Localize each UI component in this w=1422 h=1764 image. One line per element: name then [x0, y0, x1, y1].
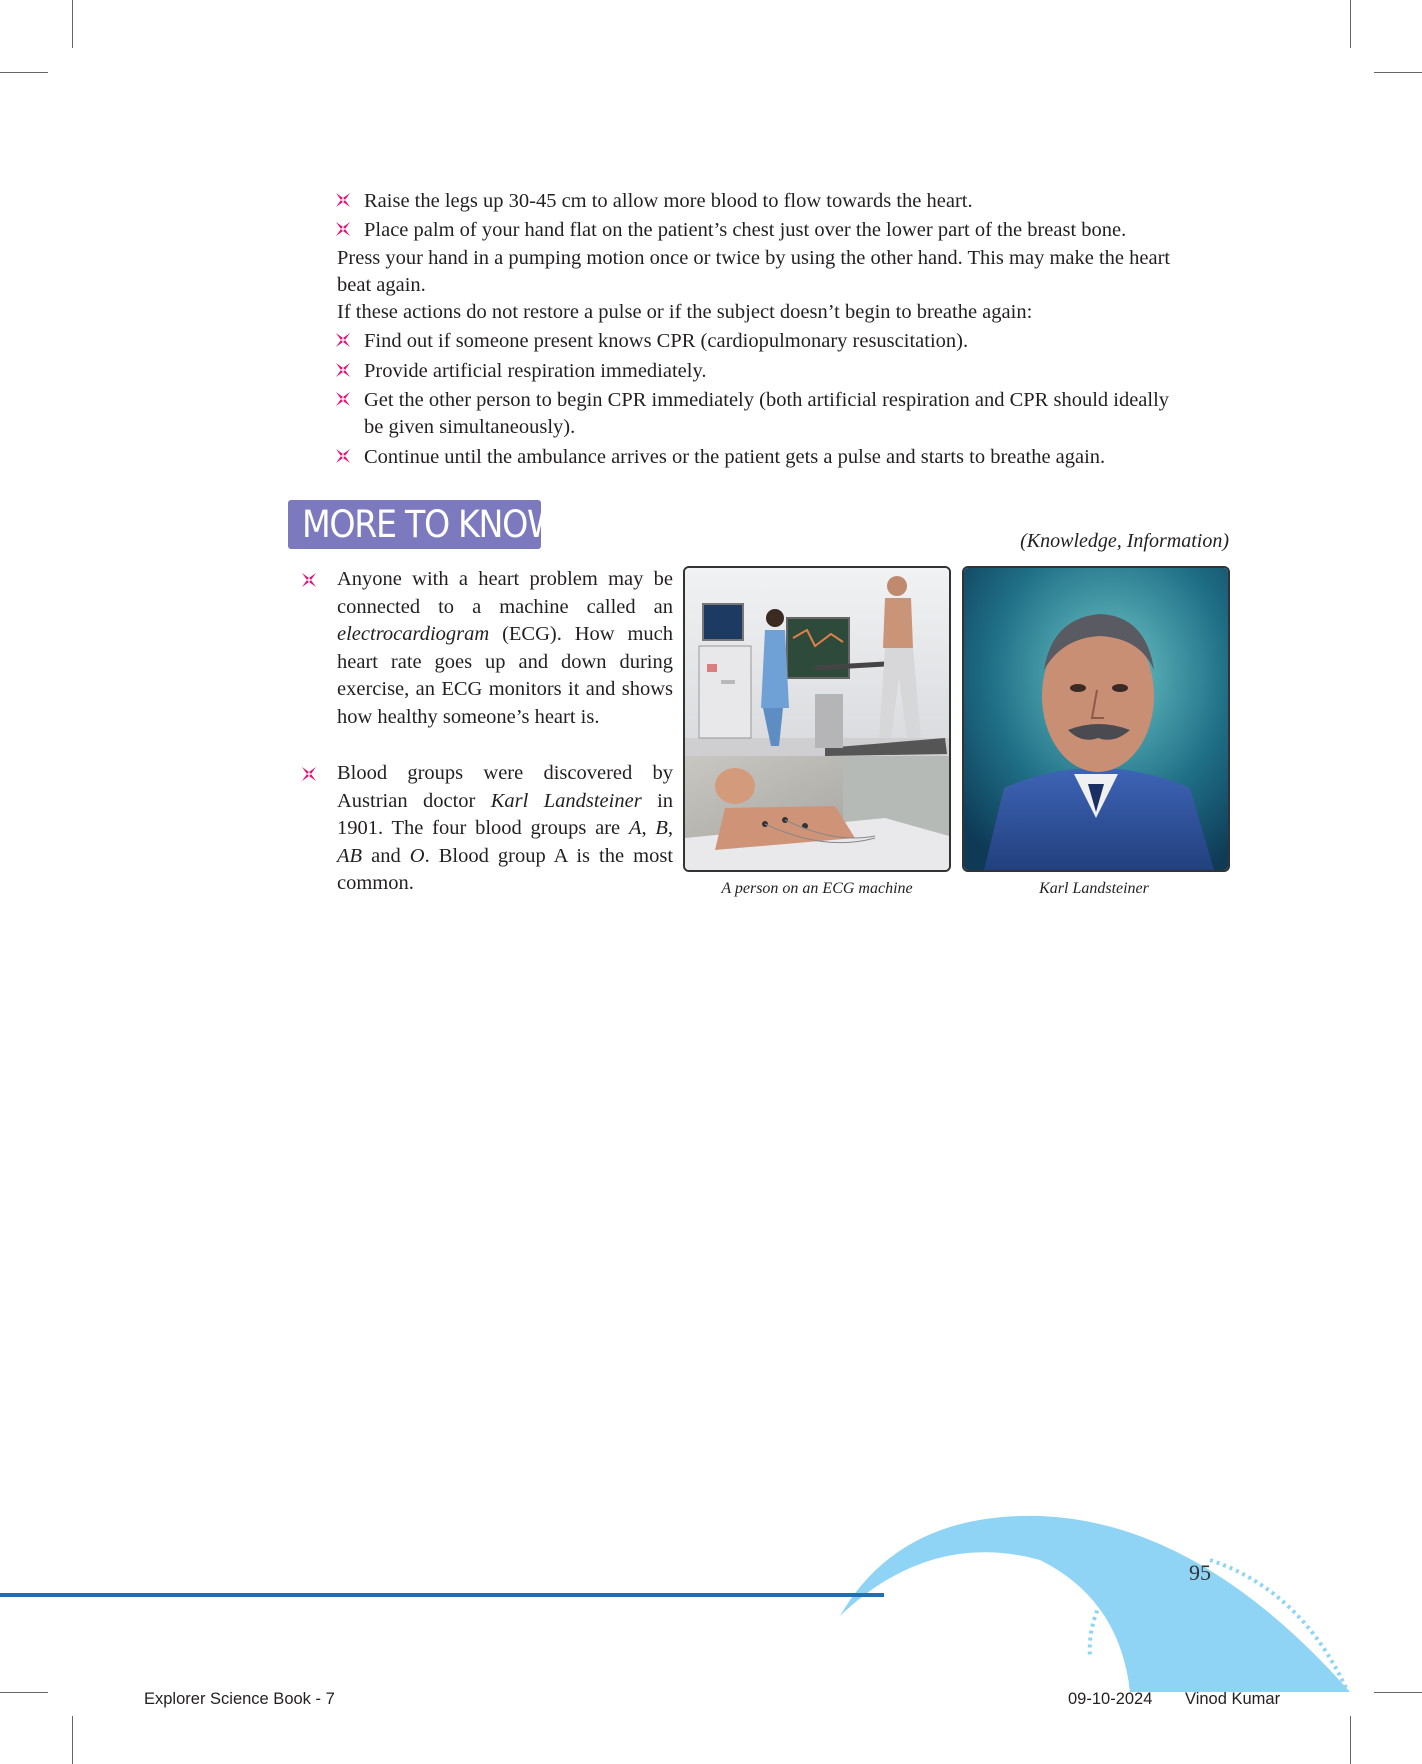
crop-mark [1374, 72, 1422, 73]
step-place-palm: Place palm of your hand flat on the patient’s chest just over the lower part of the breast bone. [364, 219, 1127, 241]
more-to-know-badge [288, 500, 559, 549]
ecg-caption: A person on an ECG machine [721, 880, 913, 897]
ecg-text: Anyone with a heart problem may be connected to a machine called an [337, 568, 673, 618]
footer-book: Explorer Science Book - 7 [144, 1690, 335, 1708]
crop-mark [72, 1716, 73, 1764]
more-to-know-title: MORE TO KNOW [302, 503, 559, 546]
crop-mark [72, 0, 73, 48]
ecg-term: electrocardiogram [337, 623, 490, 645]
separator: , [641, 817, 647, 839]
landsteiner-name: Karl Landsteiner [490, 789, 642, 812]
maltese-cross-icon [335, 391, 351, 407]
more-to-know-subtitle: (Knowledge, Information) [1020, 530, 1229, 552]
portrait-illustration [964, 568, 1228, 870]
press-line-cont: beat again. [337, 274, 426, 296]
crop-mark [0, 72, 48, 73]
maltese-cross-icon [301, 572, 317, 588]
dotted-arc [1090, 1604, 1100, 1658]
group-a: A [628, 817, 642, 839]
landsteiner-portrait [962, 566, 1230, 872]
group-b: B [655, 817, 668, 839]
ecg-point [337, 566, 673, 731]
footer-rule [0, 1593, 884, 1597]
blood-text-end: . Blood group A is the most common. [337, 844, 674, 894]
conjunction: and [371, 844, 401, 867]
ecg-photo [683, 566, 951, 872]
step-raise-legs: Raise the legs up 30-45 cm to allow more blood to flow towards the heart. [364, 190, 973, 212]
step-begin-cpr: Get the other person to begin CPR immediately (both artificial respiration and CPR should ideally [364, 389, 1170, 411]
step-find-cpr: Find out if someone present knows CPR (cardiopulmonary resuscitation). [364, 330, 969, 352]
if-line: If these actions do not restore a pulse or if the subject doesn’t begin to breathe again: [337, 301, 1033, 323]
maltese-cross-icon [301, 766, 317, 782]
blood-groups-point [337, 760, 673, 898]
step-artificial-respiration: Provide artificial respiration immediately. [364, 360, 707, 382]
crop-mark [1350, 1716, 1351, 1764]
ecg-photo-illustration [685, 568, 949, 870]
wave-shape [840, 1516, 1350, 1692]
maltese-cross-icon [335, 362, 351, 378]
maltese-cross-icon [335, 332, 351, 348]
maltese-cross-icon [335, 192, 351, 208]
footer-date: 09-10-2024 [1068, 1690, 1153, 1708]
blood-text: Blood groups were discovered by Austrian doctor [337, 762, 673, 812]
page-decoration [0, 1500, 1422, 1700]
separator: , [667, 817, 674, 839]
group-ab: AB [337, 844, 363, 867]
group-o: O [409, 844, 425, 867]
page-number: 95 [1189, 1560, 1211, 1585]
blood-text-cont: in 1901. The four blood groups are [337, 789, 674, 839]
maltese-cross-icon [335, 448, 351, 464]
footer-author: Vinod Kumar [1185, 1690, 1281, 1708]
step-begin-cpr-cont: be given simultaneously). [364, 416, 576, 438]
press-line: Press your hand in a pumping motion once or twice by using the other hand. This may make the heart [337, 247, 1171, 269]
maltese-cross-icon [335, 221, 351, 237]
ecg-text-cont: (ECG). How much heart rate goes up and down during exercise, an ECG monitors it and shows how healthy someone’s heart is. [337, 623, 673, 728]
crop-mark [1350, 0, 1351, 48]
portrait-caption: Karl Landsteiner [1039, 880, 1149, 897]
step-continue: Continue until the ambulance arrives or the patient gets a pulse and starts to breathe again. [364, 446, 1106, 468]
